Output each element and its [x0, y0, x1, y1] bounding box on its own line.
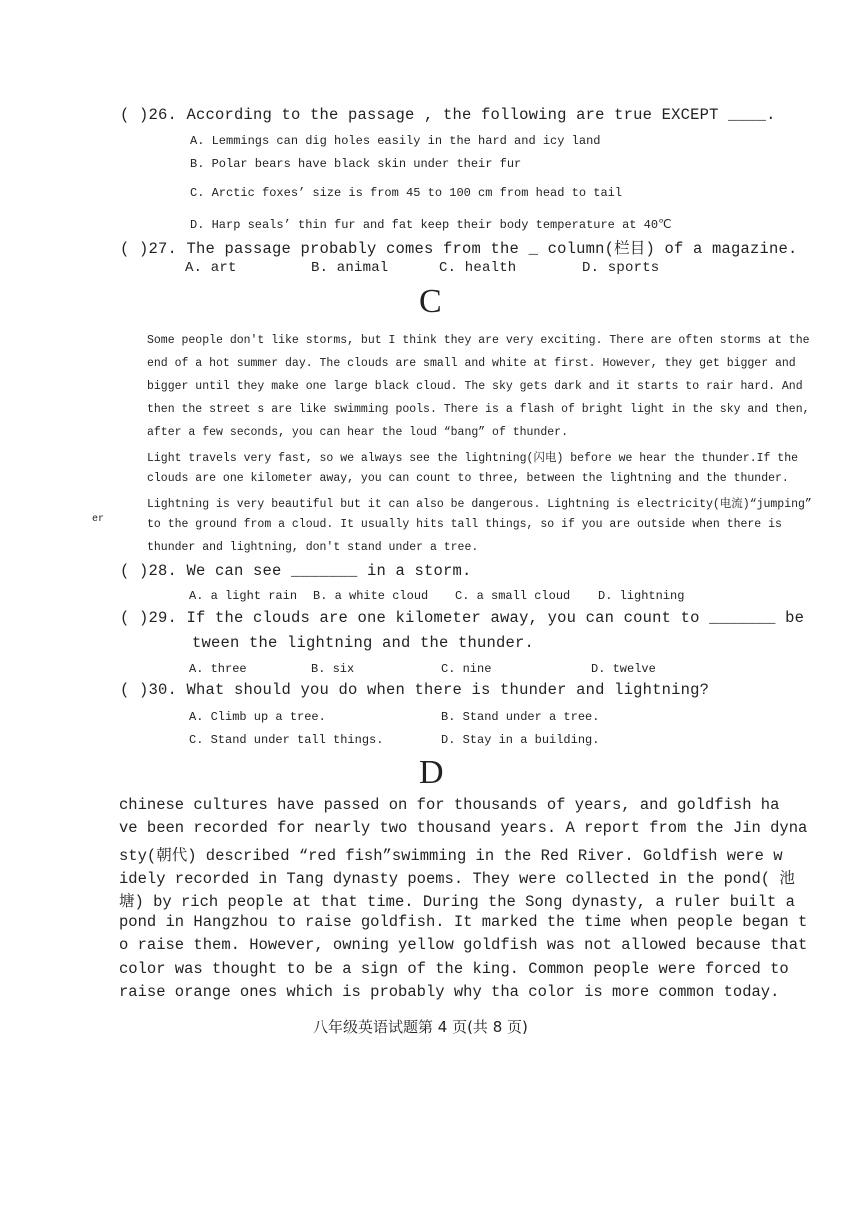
passage-c-line: after a few seconds, you can hear the loud “bang” of thunder.: [147, 426, 568, 439]
passage-c-line: then the street s are like swimming pools. There is a flash of bright light in the sky and then,: [147, 403, 810, 416]
question-30-option-d: D. Stay in a building.: [441, 733, 600, 747]
question-26-option-c: C. Arctic foxes’ size is from 45 to 100 cm from head to tail: [190, 186, 623, 200]
question-29-option-d: D. twelve: [591, 662, 656, 676]
question-30-option-a: A. Climb up a tree.: [189, 710, 326, 724]
passage-c-line: clouds are one kilometer away, you can count to three, between the lightning and the thunder.: [147, 472, 789, 485]
question-26-option-b: B. Polar bears have black skin under their fur: [190, 157, 522, 171]
question-30-stem: ( )30. What should you do when there is thunder and lightning?: [120, 681, 710, 699]
question-28-option-a: A. a light rain: [189, 589, 298, 603]
margin-note: er: [92, 514, 105, 525]
question-28-option-b: B. a white cloud: [313, 589, 429, 603]
question-27-option-d: D. sports: [582, 260, 660, 276]
question-27-option-a: A. art: [185, 260, 237, 276]
passage-d-line: raise orange ones which is probably why tha color is more common today.: [119, 983, 780, 1001]
question-28-option-c: C. a small cloud: [455, 589, 571, 603]
question-29-stem-line-2: tween the lightning and the thunder.: [192, 634, 535, 652]
question-26-option-d: D. Harp seals’ thin fur and fat keep their body temperature at 40℃: [190, 218, 672, 232]
question-29-option-a: A. three: [189, 662, 247, 676]
passage-c-line: thunder and lightning, don't stand under a tree.: [147, 541, 479, 554]
passage-d-line: pond in Hangzhou to raise goldfish. It marked the time when people began t: [119, 913, 808, 931]
passage-c-line: end of a hot summer day. The clouds are small and white at first. However, they get bigger and: [147, 357, 796, 370]
passage-c-line: Light travels very fast, so we always see the lightning(闪电) before we hear the thunder.If the: [147, 452, 799, 465]
passage-d-line: o raise them. However, owning yellow goldfish was not allowed because that: [119, 936, 808, 954]
question-26-stem: ( )26. According to the passage , the following are true EXCEPT ____.: [120, 106, 776, 124]
passage-c-line: Lightning is very beautiful but it can also be dangerous. Lightning is electricity(电流)“jumping”: [147, 498, 812, 511]
section-c-heading: C: [419, 283, 442, 320]
question-27-option-b: B. animal: [311, 260, 389, 276]
question-27-stem: ( )27. The passage probably comes from the _ column(栏目) of a magazine.: [120, 240, 798, 258]
question-30-option-c: C. Stand under tall things.: [189, 733, 384, 747]
passage-d-line: color was thought to be a sign of the king. Common people were forced to: [119, 960, 789, 978]
question-28-stem: ( )28. We can see _______ in a storm.: [120, 562, 472, 580]
passage-d-line: sty(朝代) described “red fish”swimming in the Red River. Goldfish were w: [119, 847, 783, 865]
section-d-heading: D: [419, 754, 444, 791]
passage-d-line: idely recorded in Tang dynasty poems. They were collected in the pond( 池: [119, 870, 795, 888]
question-29-stem-line-1: ( )29. If the clouds are one kilometer away, you can count to _______ be: [120, 609, 805, 627]
page-footer: 八年级英语试题第 4 页(共 8 页): [313, 1018, 528, 1036]
question-26-option-a: A. Lemmings can dig holes easily in the hard and icy land: [190, 134, 601, 148]
question-30-option-b: B. Stand under a tree.: [441, 710, 600, 724]
passage-d-line: chinese cultures have passed on for thousands of years, and goldfish ha: [119, 796, 780, 814]
passage-c-line: Some people don't like storms, but I think they are very exciting. There are often storms at the: [147, 334, 810, 347]
question-29-option-b: B. six: [311, 662, 355, 676]
passage-c-line: to the ground from a cloud. It usually hits tall things, so if you are outside when there is: [147, 518, 782, 531]
passage-c-line: bigger until they make one large black cloud. The sky gets dark and it starts to rair hard. And: [147, 380, 803, 393]
passage-d-line: 塘) by rich people at that time. During the Song dynasty, a ruler built a: [119, 893, 795, 911]
question-27-option-c: C. health: [439, 260, 517, 276]
question-28-option-d: D. lightning: [598, 589, 685, 603]
question-29-option-c: C. nine: [441, 662, 492, 676]
passage-d-line: ve been recorded for nearly two thousand years. A report from the Jin dyna: [119, 819, 808, 837]
